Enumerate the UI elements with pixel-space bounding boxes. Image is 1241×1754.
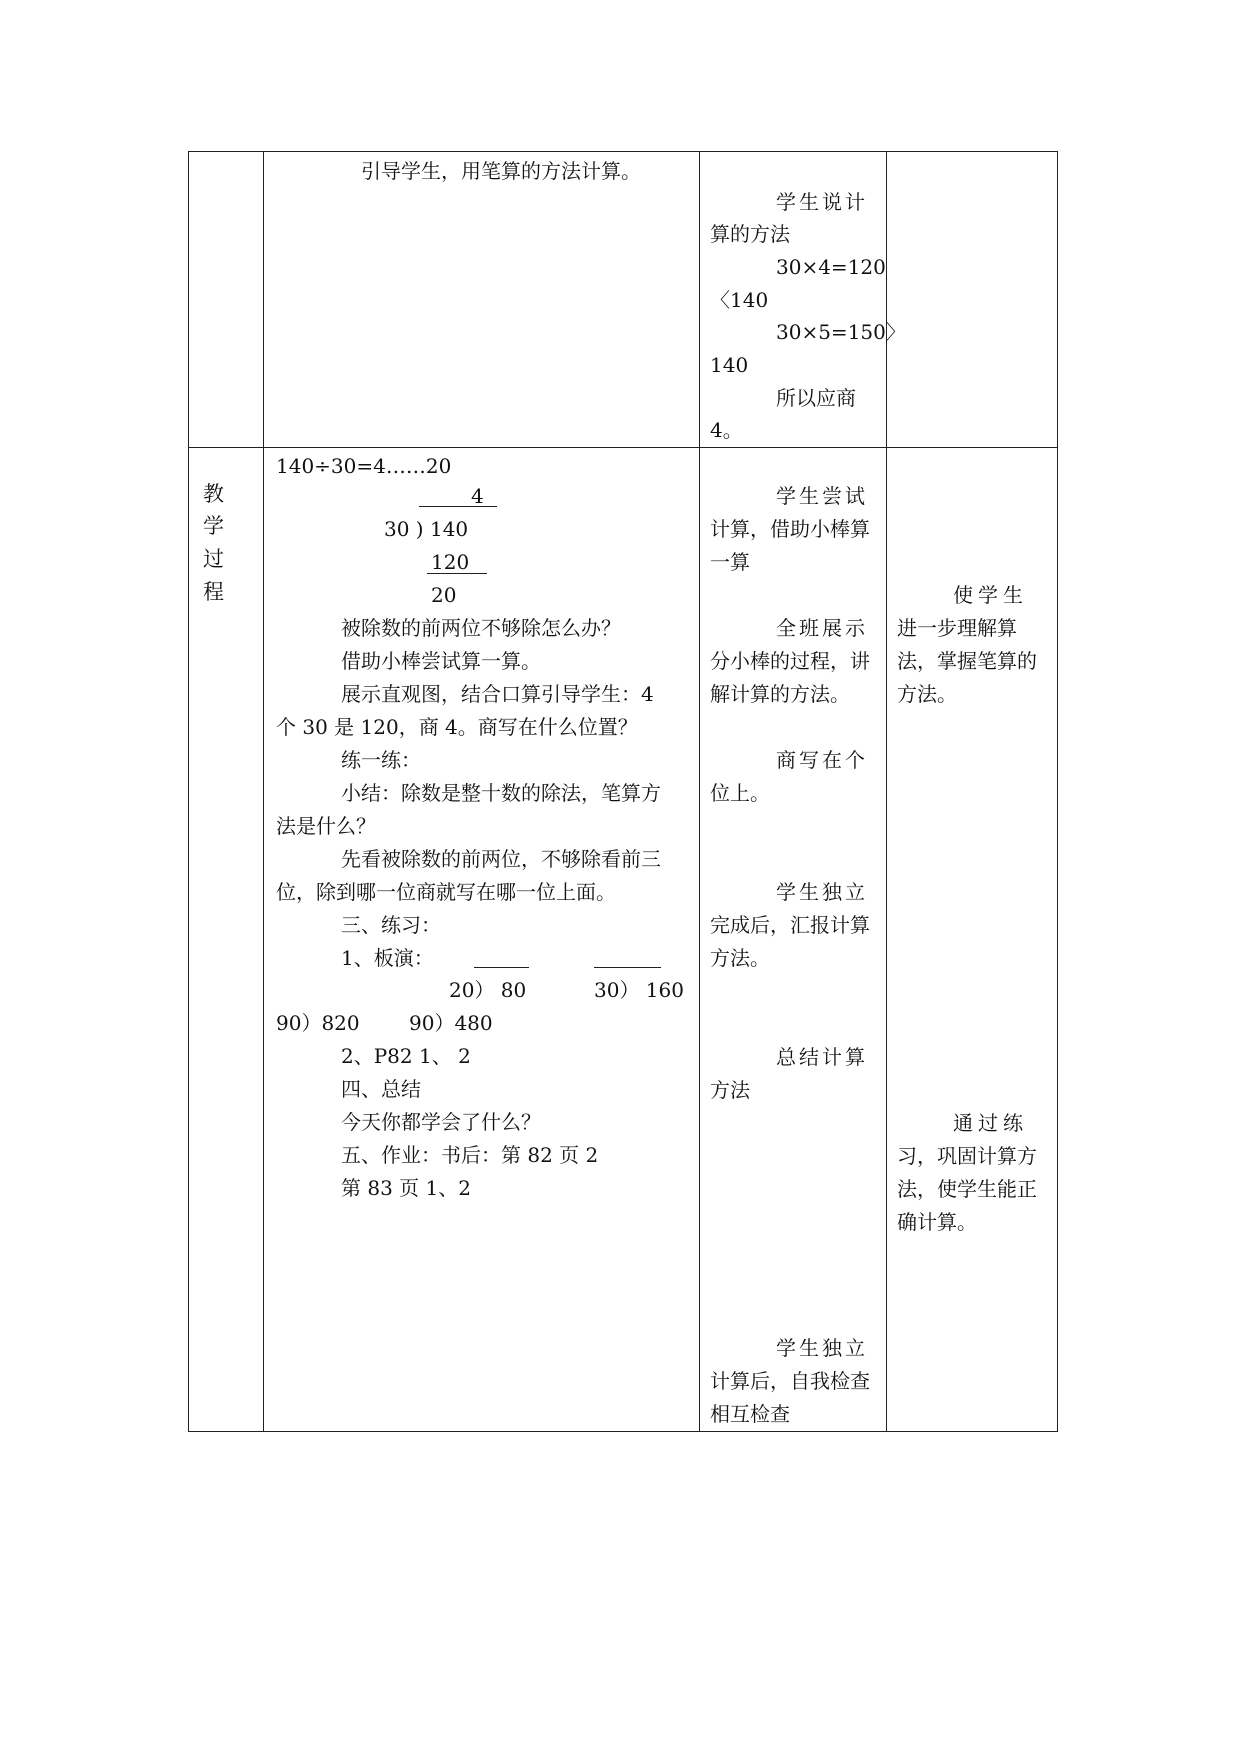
board-line	[474, 967, 529, 968]
section-label-cell	[189, 152, 264, 448]
intent-line: 法，使学生能正	[897, 1177, 1037, 1201]
student-line: 〈140	[710, 288, 769, 312]
student-line: 学生独立	[776, 880, 868, 904]
student-line: 学生说计	[776, 190, 868, 214]
student-line: 算的方法	[710, 222, 790, 246]
teaching-process-cell	[264, 152, 700, 448]
student-line: 分小棒的过程，讲	[710, 649, 870, 673]
process-line: 展示直观图，结合口算引导学生：4	[341, 682, 654, 706]
section-label-char: 程	[203, 580, 224, 604]
intent-line: 通过练	[953, 1111, 1028, 1135]
process-line: 今天你都学会了什么？	[341, 1110, 541, 1134]
section-label-char: 学	[203, 514, 224, 538]
design-intent-cell	[887, 152, 1058, 448]
student-line: 解计算的方法。	[710, 682, 850, 706]
process-line: 2、P82 1、 2	[341, 1044, 471, 1068]
process-line: 小结：除数是整十数的除法，笔算方	[341, 781, 661, 805]
table-row	[189, 448, 1058, 1432]
board-problem: 90）820	[276, 1011, 360, 1035]
process-line: 四、总结	[341, 1077, 421, 1101]
process-line: 1、板演：	[341, 946, 434, 970]
process-line: 位，除到哪一位商就写在哪一位上面。	[276, 880, 616, 904]
process-line: 练一练：	[341, 748, 421, 772]
student-line: 所以应商	[776, 386, 856, 410]
board-problem: 90）480	[409, 1011, 493, 1035]
intent-line: 法，掌握笔算的	[897, 649, 1037, 673]
process-line: 三、练习：	[341, 913, 441, 937]
student-line: 一算	[710, 550, 750, 574]
intent-line: 进一步理解算	[897, 616, 1017, 640]
process-line: 个 30 是 120，商 4。商写在什么位置？	[276, 715, 638, 739]
student-line: 4。	[710, 418, 743, 442]
table-row	[189, 152, 1058, 448]
student-line: 相互检查	[710, 1402, 790, 1426]
intent-line: 方法。	[897, 682, 957, 706]
board-problem: 30） 160	[594, 978, 684, 1002]
student-activity-cell	[700, 448, 887, 1432]
student-line: 30×4=120	[776, 255, 886, 279]
intent-line: 确计算。	[897, 1210, 977, 1234]
student-line: 30×5=150〉	[776, 320, 906, 344]
board-problem: 20） 80	[449, 978, 527, 1002]
process-line: 引导学生，用笔算的方法计算。	[361, 159, 641, 183]
section-label-char: 过	[203, 547, 224, 571]
student-line: 140	[710, 353, 749, 377]
process-line: 借助小棒尝试算一算。	[341, 649, 541, 673]
process-line: 被除数的前两位不够除怎么办？	[341, 616, 621, 640]
student-line: 位上。	[710, 781, 770, 805]
student-line: 商写在个	[776, 748, 868, 772]
section-label-char: 教	[203, 482, 224, 506]
quotient: 4	[471, 484, 484, 508]
subtraction-line	[427, 573, 487, 574]
teaching-process-cell	[264, 448, 700, 1432]
process-line: 五、作业：书后：第 82 页 2	[341, 1143, 599, 1167]
section-label-cell	[189, 448, 264, 1432]
process-line: 法是什么？	[276, 814, 376, 838]
divisor-dividend: 30 ) 140	[384, 517, 469, 541]
remainder: 20	[431, 583, 457, 607]
product: 120	[431, 550, 470, 574]
student-activity-cell	[700, 152, 906, 448]
process-line: 先看被除数的前两位，不够除看前三	[341, 847, 661, 871]
student-line: 学生尝试	[776, 484, 868, 508]
lesson-plan-table	[188, 151, 1058, 1432]
student-line: 方法。	[710, 946, 770, 970]
student-line: 全班展示	[776, 616, 868, 640]
student-line: 总结计算	[776, 1045, 868, 1069]
student-line: 计算后，自我检查	[710, 1369, 870, 1393]
division-equation: 140÷30=4……20	[276, 454, 452, 478]
student-line: 学生独立	[776, 1336, 868, 1360]
design-intent-cell	[887, 448, 1058, 1432]
student-line: 计算，借助小棒算	[710, 517, 870, 541]
intent-line: 习，巩固计算方	[897, 1144, 1037, 1168]
board-line	[594, 967, 661, 968]
quotient-line	[419, 506, 497, 507]
process-line: 第 83 页 1、2	[341, 1176, 471, 1200]
student-line: 完成后，汇报计算	[710, 913, 870, 937]
student-line: 方法	[710, 1078, 750, 1102]
intent-line: 使学生	[953, 583, 1028, 607]
